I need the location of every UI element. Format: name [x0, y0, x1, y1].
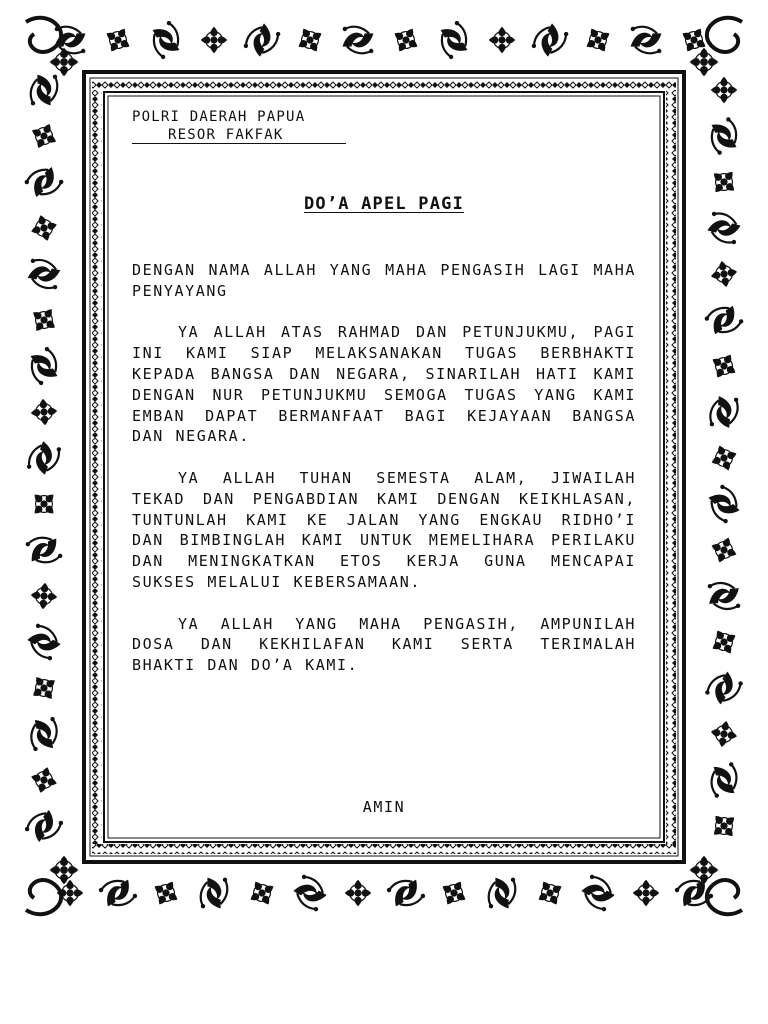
leaf-scroll-ornament	[243, 20, 281, 60]
flower-ornament	[711, 77, 737, 103]
leaf-scroll-ornament	[147, 20, 185, 60]
flower-ornament	[244, 875, 280, 911]
flower-ornament	[436, 875, 472, 911]
flower-ornament	[532, 875, 568, 911]
flower-ornament	[28, 764, 60, 796]
leaf-scroll-ornament	[290, 874, 330, 912]
leaf-scroll-ornament	[704, 300, 744, 339]
leaf-scroll-ornament	[531, 20, 569, 60]
leaf-scroll-ornament	[25, 346, 63, 386]
flower-ornament	[707, 441, 741, 475]
unit-name: RESOR FAKFAK	[168, 127, 284, 143]
prayer-paragraph: YA ALLAH YANG MAHA PENGASIH, AMPUNILAH DOSA DAN KEKHILAFAN KAMI SERTA TERIMALAH BHAKTI DAN DO’A KAMI.	[132, 614, 636, 675]
leaf-scroll-ornament	[28, 717, 60, 752]
flower-ornament	[706, 624, 742, 660]
leaf-scroll-ornament	[709, 396, 738, 429]
flower-ornament	[26, 118, 61, 153]
flower-ornament	[709, 719, 740, 750]
document-title: DO’A APEL PAGI	[303, 194, 465, 214]
leaf-scroll-ornament	[706, 211, 743, 245]
prayer-paragraph: YA ALLAH ATAS RAHMAD DAN PETUNJUKMU, PAGI INI KAMI SIAP MELAKSANAKAN TUGAS BERBHAKTI KEPADA BANGSA DAN NEGARA, SINARILAH HATI KAMI DENGAN NUR PETUNJUKMU SEMOGA TUGAS YANG KAMI EMBAN DAPAT BERMANFAAT BAGI KEJAYAAN BANGSA DAN NEGARA.	[132, 323, 636, 446]
flower-ornament	[345, 880, 371, 906]
leaf-scroll-ornament	[201, 878, 228, 909]
flower-ornament	[30, 398, 59, 427]
flower-ornament	[388, 22, 424, 58]
flower-ornament	[100, 22, 136, 58]
leaf-scroll-ornament	[704, 484, 745, 525]
leaf-scroll-ornament	[25, 532, 63, 568]
letterhead-underline	[132, 143, 346, 144]
document-body	[132, 108, 636, 828]
flower-ornament	[489, 27, 515, 53]
leaf-scroll-ornament	[578, 874, 618, 912]
leaf-scroll-ornament	[98, 874, 138, 912]
prayer-paragraph: YA ALLAH TUHAN SEMESTA ALAM, JIWAILAH TEKAD DAN PENGABDIAN KAMI DENGAN KEIKHLASAN, TUNTUNLAH KAMI KE JALAN YANG ENGKAU RIDHO’I DAN BIMBINGLAH KAMI UNTUK MEMELIHARA PERILAKU DAN MENINGKATKAN ETOS KERJA GUNA MENCAPAI SUKSES MELALUI KEBERSAMAAN.	[132, 468, 636, 591]
prayer-text	[132, 260, 636, 697]
leaf-scroll-ornament	[631, 27, 662, 54]
flower-ornament	[705, 163, 742, 200]
leaf-scroll-ornament	[707, 762, 741, 799]
flower-ornament	[709, 259, 740, 290]
flower-ornament	[705, 807, 742, 844]
letterhead	[132, 108, 352, 144]
leaf-scroll-ornament	[705, 116, 742, 155]
closing-word: AMIN	[362, 798, 406, 816]
leaf-scroll-ornament	[27, 258, 62, 290]
leaf-scroll-ornament	[24, 623, 64, 661]
leaf-scroll-ornament	[24, 806, 64, 847]
leaf-scroll-ornament	[435, 20, 473, 60]
flower-ornament	[707, 533, 741, 567]
flower-ornament	[580, 22, 616, 58]
flower-ornament	[28, 212, 60, 244]
flower-ornament	[30, 582, 59, 611]
flower-ornament	[201, 27, 227, 53]
flower-ornament	[292, 22, 328, 58]
leaf-scroll-ornament	[31, 75, 58, 106]
leaf-scroll-ornament	[489, 878, 516, 909]
leaf-scroll-ornament	[386, 874, 426, 912]
flower-ornament	[706, 348, 742, 384]
flower-ornament	[148, 875, 184, 911]
flower-ornament	[25, 485, 62, 522]
leaf-scroll-ornament	[708, 581, 741, 610]
leaf-scroll-ornament	[26, 439, 62, 477]
flower-ornament	[26, 302, 63, 339]
leaf-scroll-ornament	[704, 668, 743, 708]
organization-name: POLRI DAERAH PAPUA	[132, 109, 306, 125]
opening-paragraph: DENGAN NAMA ALLAH YANG MAHA PENGASIH LAGI MAHA PENYAYANG	[132, 261, 636, 300]
leaf-scroll-ornament	[24, 162, 65, 202]
flower-ornament	[633, 880, 659, 906]
leaf-scroll-ornament	[343, 27, 374, 54]
flower-ornament	[26, 670, 63, 707]
